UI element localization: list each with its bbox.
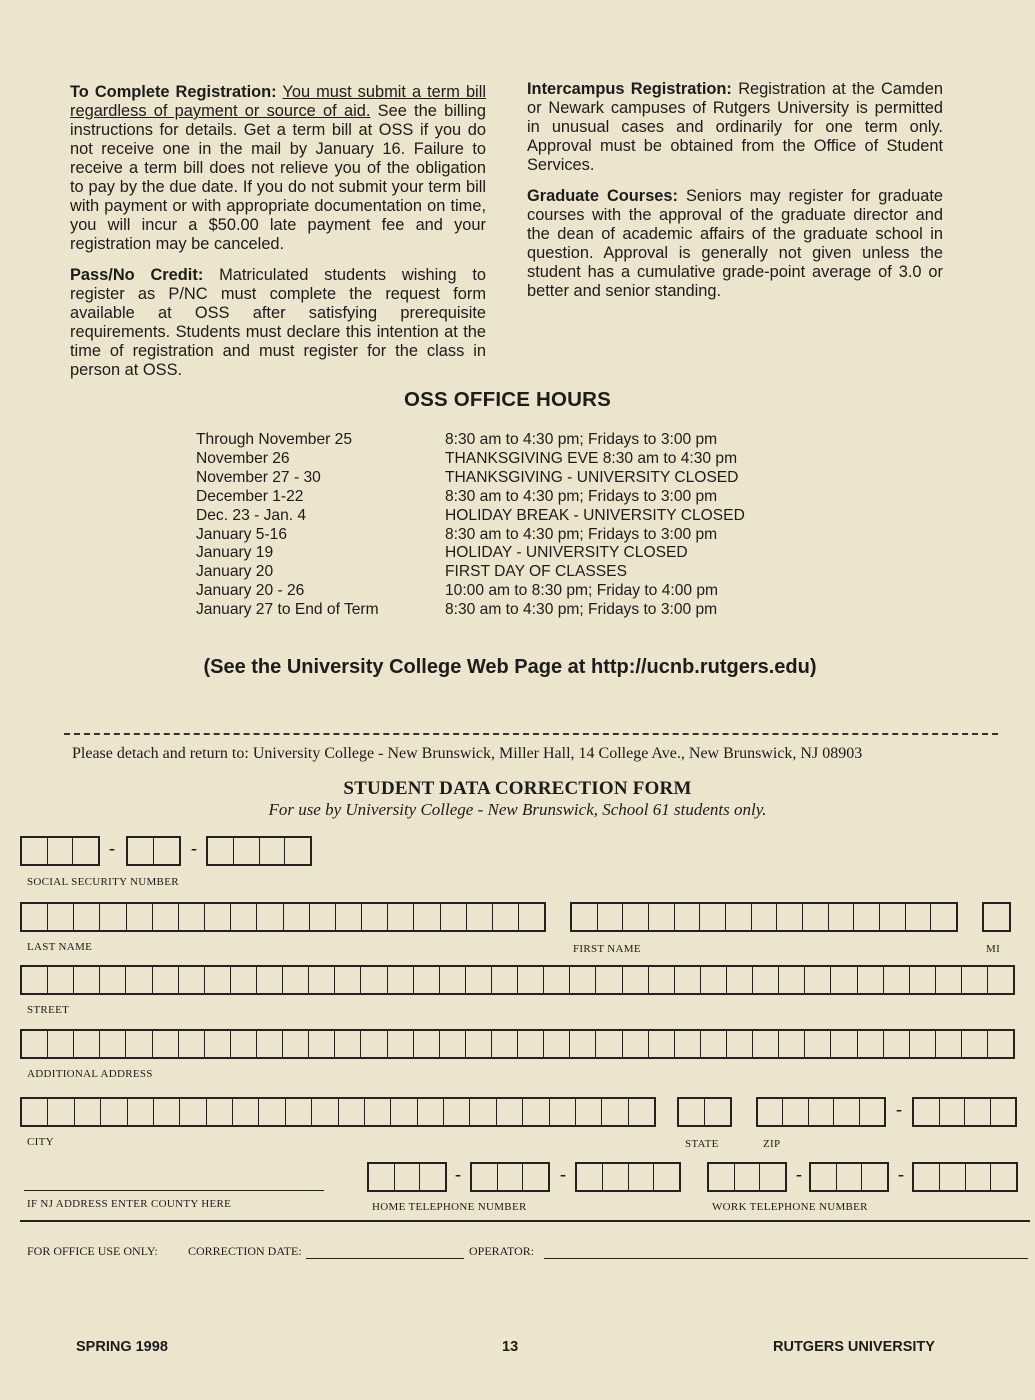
- character-cell[interactable]: [128, 838, 154, 864]
- city-field[interactable]: [20, 1097, 656, 1127]
- character-cell[interactable]: [805, 967, 831, 993]
- character-cell[interactable]: [74, 1031, 100, 1057]
- intercampus-heading: Intercampus Registration:: [527, 80, 732, 98]
- office-hours-table: [196, 431, 745, 620]
- detach-instructions: Please detach and return to: University College - New Brunswick, Miller Hall, 14 College Ave., New Brunswick, NJ 08903: [72, 745, 863, 762]
- period-cell: November 26: [196, 449, 290, 467]
- right-column: [527, 80, 943, 313]
- graduate-heading: Graduate Courses:: [527, 187, 678, 205]
- character-cell[interactable]: [257, 1031, 283, 1057]
- character-cell[interactable]: [858, 1031, 884, 1057]
- character-cell[interactable]: [362, 904, 388, 930]
- character-cell[interactable]: [100, 904, 126, 930]
- character-cell[interactable]: [570, 967, 596, 993]
- character-cell[interactable]: [73, 838, 98, 864]
- first-name-label: FIRST NAME: [573, 943, 641, 955]
- character-cell[interactable]: [388, 967, 414, 993]
- character-cell[interactable]: [441, 904, 467, 930]
- character-cell[interactable]: [701, 967, 727, 993]
- character-cell[interactable]: [965, 1099, 991, 1125]
- period-cell: January 27 to End of Term: [196, 601, 379, 619]
- work-phone-prefix[interactable]: [809, 1162, 889, 1192]
- character-cell[interactable]: [365, 1099, 391, 1125]
- character-cell[interactable]: [466, 1031, 492, 1057]
- character-cell[interactable]: [257, 904, 283, 930]
- additional-address-label: ADDITIONAL ADDRESS: [27, 1068, 153, 1080]
- street-label: STREET: [27, 1004, 70, 1016]
- character-cell[interactable]: [283, 1031, 309, 1057]
- work-phone-line[interactable]: [912, 1162, 1018, 1192]
- character-cell[interactable]: [205, 1031, 231, 1057]
- character-cell[interactable]: [336, 904, 362, 930]
- character-cell[interactable]: [361, 967, 387, 993]
- character-cell[interactable]: [649, 967, 675, 993]
- detach-cut-line: [64, 733, 998, 735]
- character-cell[interactable]: [940, 1164, 966, 1190]
- correction-date-field[interactable]: [306, 1258, 464, 1259]
- character-cell[interactable]: [675, 904, 701, 930]
- character-cell[interactable]: [74, 904, 100, 930]
- character-cell[interactable]: [101, 1099, 127, 1125]
- character-cell[interactable]: [74, 967, 100, 993]
- character-cell[interactable]: [758, 1099, 783, 1125]
- character-cell[interactable]: [233, 1099, 259, 1125]
- character-cell[interactable]: [966, 1164, 992, 1190]
- character-cell[interactable]: [576, 1099, 602, 1125]
- complete-registration-paragraph: [70, 83, 486, 254]
- character-cell[interactable]: [931, 904, 956, 930]
- dash-separator: -: [796, 1164, 802, 1184]
- table-row: [196, 469, 745, 488]
- character-cell[interactable]: [22, 1099, 48, 1125]
- zip-field-part2[interactable]: [912, 1097, 1017, 1127]
- home-phone-area-code[interactable]: [367, 1162, 447, 1192]
- character-cell[interactable]: [420, 1164, 445, 1190]
- dash-separator: -: [560, 1164, 566, 1184]
- character-cell[interactable]: [544, 967, 570, 993]
- period-cell: November 27 - 30: [196, 468, 321, 486]
- period-cell: January 19: [196, 544, 274, 562]
- character-cell[interactable]: [418, 1099, 444, 1125]
- state-field[interactable]: [677, 1097, 732, 1127]
- character-cell[interactable]: [906, 904, 932, 930]
- character-cell[interactable]: [779, 967, 805, 993]
- work-phone-label: WORK TELEPHONE NUMBER: [712, 1201, 868, 1213]
- character-cell[interactable]: [492, 1031, 518, 1057]
- character-cell[interactable]: [284, 904, 310, 930]
- character-cell[interactable]: [180, 1099, 206, 1125]
- character-cell[interactable]: [493, 904, 519, 930]
- character-cell[interactable]: [391, 1099, 417, 1125]
- character-cell[interactable]: [829, 904, 855, 930]
- character-cell[interactable]: [752, 904, 778, 930]
- character-cell[interactable]: [154, 838, 179, 864]
- character-cell[interactable]: [48, 904, 74, 930]
- character-cell[interactable]: [126, 967, 152, 993]
- character-cell[interactable]: [369, 1164, 395, 1190]
- graduate-body: Seniors may register for graduate courses with the approval of the graduate director and the dean of academic affairs of the graduate school in question. Approval is generally not given unless the student has a cumulative grade-point average of 3.0 or better and senior standing.: [527, 187, 943, 300]
- character-cell[interactable]: [286, 1099, 312, 1125]
- character-cell[interactable]: [700, 904, 726, 930]
- character-cell[interactable]: [760, 1164, 785, 1190]
- character-cell[interactable]: [518, 967, 544, 993]
- character-cell[interactable]: [208, 838, 234, 864]
- character-cell[interactable]: [22, 967, 48, 993]
- character-cell[interactable]: [705, 1099, 730, 1125]
- character-cell[interactable]: [153, 1031, 179, 1057]
- hours-cell: THANKSGIVING - UNIVERSITY CLOSED: [445, 468, 739, 486]
- character-cell[interactable]: [572, 904, 598, 930]
- dash-separator: -: [455, 1164, 461, 1184]
- character-cell[interactable]: [519, 904, 544, 930]
- character-cell[interactable]: [231, 967, 257, 993]
- character-cell[interactable]: [523, 1099, 549, 1125]
- character-cell[interactable]: [991, 1099, 1016, 1125]
- character-cell[interactable]: [809, 1099, 834, 1125]
- character-cell[interactable]: [962, 967, 988, 993]
- character-cell[interactable]: [492, 967, 518, 993]
- character-cell[interactable]: [257, 967, 283, 993]
- character-cell[interactable]: [988, 967, 1013, 993]
- character-cell[interactable]: [518, 1031, 544, 1057]
- complete-registration-body: See the billing instructions for details. Get a term bill at OSS if you do not receive one in the mail by January 16. Failure to receive a term bill does not relieve you of the obligation to pay by the due date. If you do not submit your term bill with payment or with appropriate documentation on time, you will incur a $50.00 late payment fee and your registration may be canceled.: [70, 102, 486, 253]
- city-label: CITY: [27, 1136, 54, 1148]
- character-cell[interactable]: [440, 967, 466, 993]
- character-cell[interactable]: [910, 1031, 936, 1057]
- character-cell[interactable]: [285, 838, 310, 864]
- character-cell[interactable]: [388, 904, 414, 930]
- character-cell[interactable]: [154, 1099, 180, 1125]
- hours-cell: FIRST DAY OF CLASSES: [445, 563, 627, 581]
- character-cell[interactable]: [440, 1031, 466, 1057]
- character-cell[interactable]: [310, 904, 336, 930]
- character-cell[interactable]: [497, 1099, 523, 1125]
- zip-field-part1[interactable]: [756, 1097, 886, 1127]
- character-cell[interactable]: [231, 904, 257, 930]
- character-cell[interactable]: [335, 967, 361, 993]
- period-cell: Dec. 23 - Jan. 4: [196, 506, 307, 524]
- character-cell[interactable]: [649, 904, 675, 930]
- table-row: [196, 563, 745, 582]
- character-cell[interactable]: [735, 1164, 761, 1190]
- table-row: [196, 601, 745, 620]
- character-cell[interactable]: [388, 1031, 414, 1057]
- character-cell[interactable]: [753, 967, 779, 993]
- character-cell[interactable]: [862, 1164, 887, 1190]
- county-field[interactable]: [24, 1190, 324, 1191]
- character-cell[interactable]: [414, 967, 440, 993]
- pass-no-credit-paragraph: [70, 266, 486, 380]
- character-cell[interactable]: [914, 1099, 940, 1125]
- table-row: [196, 544, 745, 563]
- character-cell[interactable]: [860, 1099, 884, 1125]
- character-cell[interactable]: [570, 1031, 596, 1057]
- table-row: [196, 582, 745, 601]
- street-field[interactable]: [20, 965, 1015, 995]
- character-cell[interactable]: [596, 967, 622, 993]
- character-cell[interactable]: [811, 1164, 837, 1190]
- additional-address-field[interactable]: [20, 1029, 1015, 1059]
- character-cell[interactable]: [936, 1031, 962, 1057]
- hours-cell: 8:30 am to 4:30 pm; Fridays to 3:00 pm: [445, 525, 718, 543]
- ssn-field-part3[interactable]: [206, 836, 312, 866]
- period-cell: Through November 25: [196, 431, 353, 448]
- dash-separator: -: [898, 1164, 904, 1184]
- character-cell[interactable]: [309, 967, 335, 993]
- footer-university: RUTGERS UNIVERSITY: [773, 1339, 935, 1355]
- character-cell[interactable]: [179, 904, 205, 930]
- character-cell[interactable]: [126, 1031, 152, 1057]
- character-cell[interactable]: [153, 904, 179, 930]
- character-cell[interactable]: [936, 967, 962, 993]
- character-cell[interactable]: [777, 904, 803, 930]
- intercampus-body: Registration at the Camden or Newark campuses of Rutgers University is permitted in unusual cases and ordinarily for one term only. Approval must be obtained from the Office of Student Services.: [527, 80, 943, 174]
- county-label: IF NJ ADDRESS ENTER COUNTY HERE: [27, 1198, 232, 1210]
- character-cell[interactable]: [179, 967, 205, 993]
- work-phone-area-code[interactable]: [707, 1162, 787, 1192]
- character-cell[interactable]: [753, 1031, 779, 1057]
- correction-date-label: CORRECTION DATE:: [188, 1244, 302, 1258]
- character-cell[interactable]: [48, 1031, 74, 1057]
- hours-cell: 8:30 am to 4:30 pm; Fridays to 3:00 pm: [445, 601, 718, 619]
- character-cell[interactable]: [654, 1164, 679, 1190]
- web-page-note: (See the University College Web Page at http://ucnb.rutgers.edu): [203, 656, 817, 678]
- character-cell[interactable]: [414, 904, 440, 930]
- character-cell[interactable]: [550, 1099, 576, 1125]
- form-subtitle: For use by University College - New Brunswick, School 61 students only.: [268, 800, 767, 819]
- hours-cell: 10:00 am to 8:30 pm; Friday to 4:00 pm: [445, 582, 719, 600]
- character-cell[interactable]: [675, 1031, 701, 1057]
- character-cell[interactable]: [629, 1099, 654, 1125]
- office-use-label: FOR OFFICE USE ONLY:: [27, 1244, 158, 1258]
- zip-label: ZIP: [763, 1138, 781, 1150]
- character-cell[interactable]: [100, 967, 126, 993]
- character-cell[interactable]: [837, 1164, 863, 1190]
- character-cell[interactable]: [577, 1164, 603, 1190]
- character-cell[interactable]: [234, 838, 260, 864]
- character-cell[interactable]: [984, 904, 1009, 930]
- table-row: [196, 450, 745, 469]
- period-cell: January 5-16: [196, 525, 288, 543]
- dash-separator: -: [191, 838, 197, 858]
- character-cell[interactable]: [22, 838, 48, 864]
- middle-initial-label: MI: [986, 943, 1001, 955]
- character-cell[interactable]: [544, 1031, 570, 1057]
- character-cell[interactable]: [444, 1099, 470, 1125]
- table-row: [196, 526, 745, 545]
- character-cell[interactable]: [988, 1031, 1013, 1057]
- character-cell[interactable]: [914, 1164, 940, 1190]
- character-cell[interactable]: [834, 1099, 859, 1125]
- character-cell[interactable]: [726, 904, 752, 930]
- last-name-label: LAST NAME: [27, 941, 93, 953]
- office-hours-title: OSS OFFICE HOURS: [403, 388, 612, 411]
- character-cell[interactable]: [598, 904, 624, 930]
- hours-cell: HOLIDAY BREAK - UNIVERSITY CLOSED: [445, 506, 745, 524]
- period-cell: January 20 - 26: [196, 582, 305, 600]
- ssn-field-part2[interactable]: [126, 836, 181, 866]
- first-name-field[interactable]: [570, 902, 958, 932]
- character-cell[interactable]: [153, 967, 179, 993]
- footer-term: SPRING 1998: [76, 1339, 168, 1355]
- character-cell[interactable]: [805, 1031, 831, 1057]
- complete-registration-underlined: You must submit a term bill regardless of payment or source of aid.: [70, 83, 486, 120]
- home-phone-prefix[interactable]: [470, 1162, 550, 1192]
- operator-label: OPERATOR:: [469, 1244, 535, 1258]
- character-cell[interactable]: [75, 1099, 101, 1125]
- character-cell[interactable]: [470, 1099, 496, 1125]
- character-cell[interactable]: [623, 967, 649, 993]
- character-cell[interactable]: [361, 1031, 387, 1057]
- character-cell[interactable]: [472, 1164, 498, 1190]
- character-cell[interactable]: [312, 1099, 338, 1125]
- character-cell[interactable]: [940, 1099, 966, 1125]
- character-cell[interactable]: [498, 1164, 524, 1190]
- character-cell[interactable]: [831, 1031, 857, 1057]
- character-cell[interactable]: [727, 1031, 753, 1057]
- form-title: STUDENT DATA CORRECTION FORM: [343, 778, 692, 799]
- period-cell: January 20: [196, 563, 274, 581]
- character-cell[interactable]: [48, 838, 74, 864]
- character-cell[interactable]: [48, 967, 74, 993]
- left-column: [70, 83, 486, 392]
- ssn-field-part1[interactable]: [20, 836, 100, 866]
- office-use-divider: [20, 1220, 1030, 1222]
- character-cell[interactable]: [523, 1164, 548, 1190]
- character-cell[interactable]: [466, 967, 492, 993]
- hours-cell: HOLIDAY - UNIVERSITY CLOSED: [445, 544, 688, 562]
- character-cell[interactable]: [179, 1031, 205, 1057]
- last-name-field[interactable]: [20, 902, 546, 932]
- character-cell[interactable]: [395, 1164, 421, 1190]
- character-cell[interactable]: [207, 1099, 233, 1125]
- character-cell[interactable]: [22, 904, 48, 930]
- home-phone-line[interactable]: [575, 1162, 681, 1192]
- character-cell[interactable]: [675, 967, 701, 993]
- character-cell[interactable]: [127, 904, 153, 930]
- hours-cell: 8:30 am to 4:30 pm; Fridays to 3:00 pm: [445, 487, 718, 505]
- complete-registration-heading: To Complete Registration:: [70, 83, 277, 101]
- pass-no-credit-body: Matriculated students wishing to register as P/NC must complete the request form available at OSS after satisfying prerequisite requirements. Students must declare this intention at the time of registration and must register for the class in person at OSS.: [70, 266, 486, 379]
- character-cell[interactable]: [309, 1031, 335, 1057]
- character-cell[interactable]: [467, 904, 493, 930]
- character-cell[interactable]: [991, 1164, 1016, 1190]
- character-cell[interactable]: [335, 1031, 361, 1057]
- page-number: 13: [502, 1339, 519, 1355]
- character-cell[interactable]: [283, 967, 309, 993]
- table-row: [196, 488, 745, 507]
- character-cell[interactable]: [884, 967, 910, 993]
- character-cell[interactable]: [783, 1099, 808, 1125]
- character-cell[interactable]: [962, 1031, 988, 1057]
- character-cell[interactable]: [259, 1099, 285, 1125]
- character-cell[interactable]: [623, 1031, 649, 1057]
- table-row: [196, 507, 745, 526]
- hours-cell: 8:30 am to 4:30 pm; Fridays to 3:00 pm: [445, 431, 718, 448]
- ssn-label: SOCIAL SECURITY NUMBER: [27, 876, 179, 888]
- character-cell[interactable]: [884, 1031, 910, 1057]
- character-cell[interactable]: [779, 1031, 805, 1057]
- character-cell[interactable]: [858, 967, 884, 993]
- character-cell[interactable]: [854, 904, 880, 930]
- operator-field[interactable]: [544, 1258, 1028, 1259]
- character-cell[interactable]: [803, 904, 829, 930]
- character-cell[interactable]: [48, 1099, 74, 1125]
- character-cell[interactable]: [701, 1031, 727, 1057]
- character-cell[interactable]: [831, 967, 857, 993]
- dash-separator: -: [109, 838, 115, 858]
- character-cell[interactable]: [709, 1164, 735, 1190]
- character-cell[interactable]: [649, 1031, 675, 1057]
- character-cell[interactable]: [910, 967, 936, 993]
- hours-cell: THANKSGIVING EVE 8:30 am to 4:30 pm: [445, 449, 738, 467]
- character-cell[interactable]: [629, 1164, 655, 1190]
- character-cell[interactable]: [623, 904, 649, 930]
- character-cell[interactable]: [205, 904, 231, 930]
- character-cell[interactable]: [231, 1031, 257, 1057]
- character-cell[interactable]: [22, 1031, 48, 1057]
- pass-no-credit-heading: Pass/No Credit:: [70, 266, 204, 284]
- character-cell[interactable]: [603, 1164, 629, 1190]
- middle-initial-field[interactable]: [982, 902, 1011, 932]
- character-cell[interactable]: [260, 838, 286, 864]
- home-phone-label: HOME TELEPHONE NUMBER: [372, 1201, 527, 1213]
- character-cell[interactable]: [100, 1031, 126, 1057]
- character-cell[interactable]: [727, 967, 753, 993]
- intercampus-paragraph: [527, 80, 943, 175]
- character-cell[interactable]: [596, 1031, 622, 1057]
- character-cell[interactable]: [128, 1099, 154, 1125]
- state-label: STATE: [685, 1138, 719, 1150]
- period-cell: December 1-22: [196, 487, 304, 505]
- graduate-paragraph: [527, 187, 943, 301]
- character-cell[interactable]: [339, 1099, 365, 1125]
- character-cell[interactable]: [679, 1099, 705, 1125]
- character-cell[interactable]: [414, 1031, 440, 1057]
- character-cell[interactable]: [602, 1099, 628, 1125]
- dash-separator: -: [896, 1099, 902, 1119]
- character-cell[interactable]: [880, 904, 906, 930]
- table-row: [196, 431, 745, 450]
- character-cell[interactable]: [205, 967, 231, 993]
